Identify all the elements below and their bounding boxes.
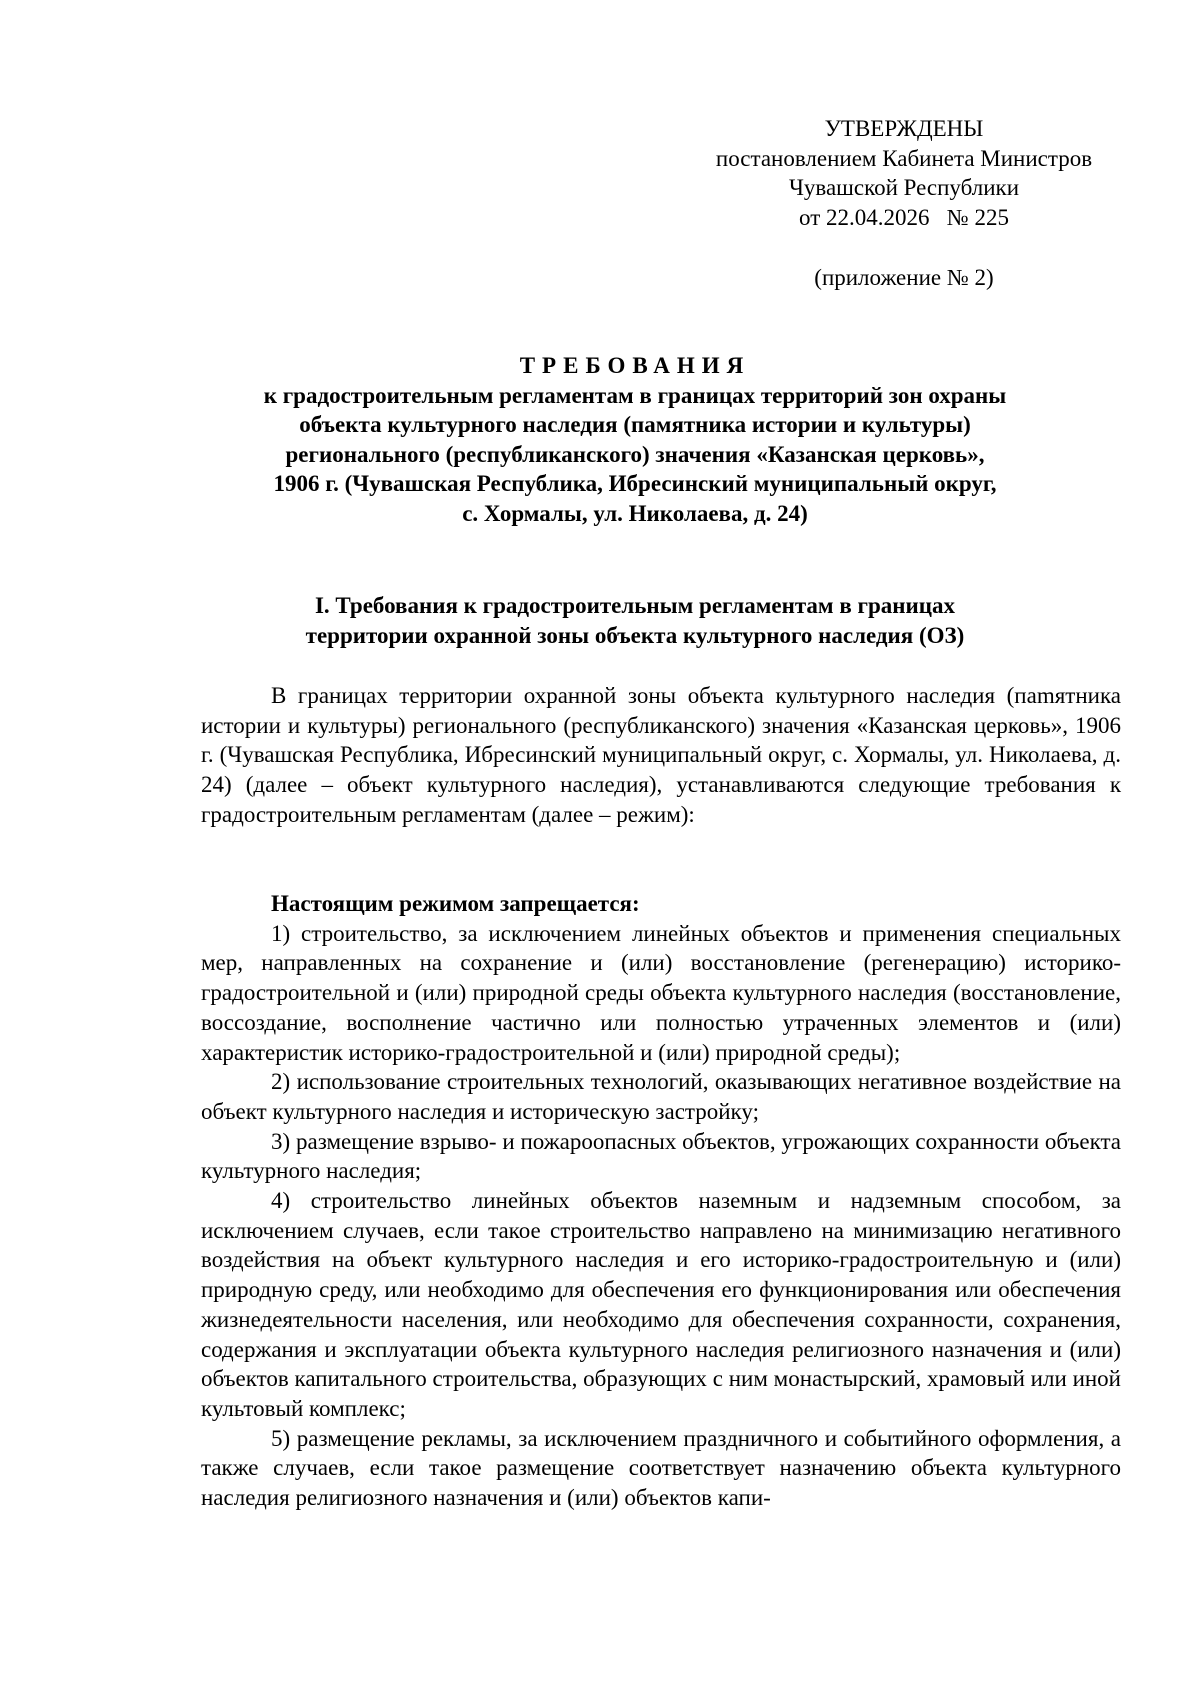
section-heading bbox=[150, 591, 1120, 651]
annex-label: (приложение № 2) bbox=[814, 265, 994, 290]
list-item: 1) строительство, за исключением линейных объектов и применения специальных мер, направленных на сохранение и (или) восстановление (регенерацию) историко-градостроительной и (или) природной среды объекта культурного наследия (восстановление, воссоздание, восполнение частично или полностью утраченных элементов и (или) характеристик историко-градостроительной и (или) природной среды); bbox=[201, 920, 1121, 1065]
title-line: 1906 г. (Чувашская Республика, Ибресинский муниципальный округ, bbox=[273, 471, 997, 497]
approval-date-number: от 22.04.2026 № 225 bbox=[799, 204, 1009, 230]
list-item: 4) строительство линейных объектов наземным и надземным способом, за исключением случаев, если такое строительство направлено на минимизацию негативного воздействия на объект культурного наследия и его историко-градостроительную и (или) природную среду, или необходимо для обеспечения его функционирования или обеспечения жизнедеятельности населения, или необходимо для обеспечения сохранности, сохранения, содержания и эксплуатации объекта культурного наследия религиозного назначения и (или) объектов капитального строительства, образующих с ним монастырский, храмовый или иной культовый комплекс; bbox=[201, 1188, 1121, 1421]
prohibited-heading: Настоящим режимом запрещается: bbox=[271, 891, 640, 916]
approval-republic: Чувашской Республики bbox=[788, 175, 1020, 200]
title-line: с. Хормалы, ул. Николаева, д. 24) bbox=[462, 500, 808, 526]
intro-paragraph: В границах территории охранной зоны объекта культурного наследия (паmятника истории и культуры) регионального (республиканского) значения «Казанская церковь», 1906 г. (Чувашская Республика, Ибресинский муниципальный округ, с. Хормалы, ул. Николаева, д. 24) (далее – объект культурного наследия), устанавливаются следующие требования к градостроительным регламентам (далее – режим): bbox=[201, 683, 1121, 827]
list-item: 3) размещение взрыво- и пожароопасных объектов, угрожающих сохранности объекта культурного наследия; bbox=[201, 1128, 1121, 1184]
approval-issuer: постановлением Кабинета Министров bbox=[715, 145, 1093, 171]
document-title bbox=[150, 351, 1120, 529]
section-heading-line: территории охранной зоны объекта культурного наследия (ОЗ) bbox=[305, 623, 965, 648]
intro-section bbox=[201, 681, 1121, 830]
title-line: регионального (республиканского) значения «Казанская церковь», bbox=[285, 441, 985, 467]
approval-heading: УТВЕРЖДЕНЫ bbox=[824, 116, 984, 141]
title-line: объекта культурного наследия (памятника истории и культуры) bbox=[299, 412, 971, 438]
section-heading-line: I. Требования к градостроительным регламентам в границах bbox=[314, 593, 956, 618]
list-item: 5) размещение рекламы, за исключением праздничного и событийного оформления, а также случаев, если такое размещение соответствует назначению объекта культурного наследия религиозного назначения и (или) объектов капи- bbox=[201, 1425, 1121, 1511]
approval-stamp bbox=[684, 114, 1124, 293]
prohibited-section bbox=[201, 889, 1121, 1513]
list-item: 2) использование строительных технологий, оказывающих негативное воздействие на объект культурного наследия и историческую застройку; bbox=[201, 1069, 1121, 1124]
title-line: к градостроительным регламентам в границах территорий зон охраны bbox=[263, 382, 1007, 408]
page-title: ТРЕБОВАНИЯ bbox=[519, 353, 751, 378]
